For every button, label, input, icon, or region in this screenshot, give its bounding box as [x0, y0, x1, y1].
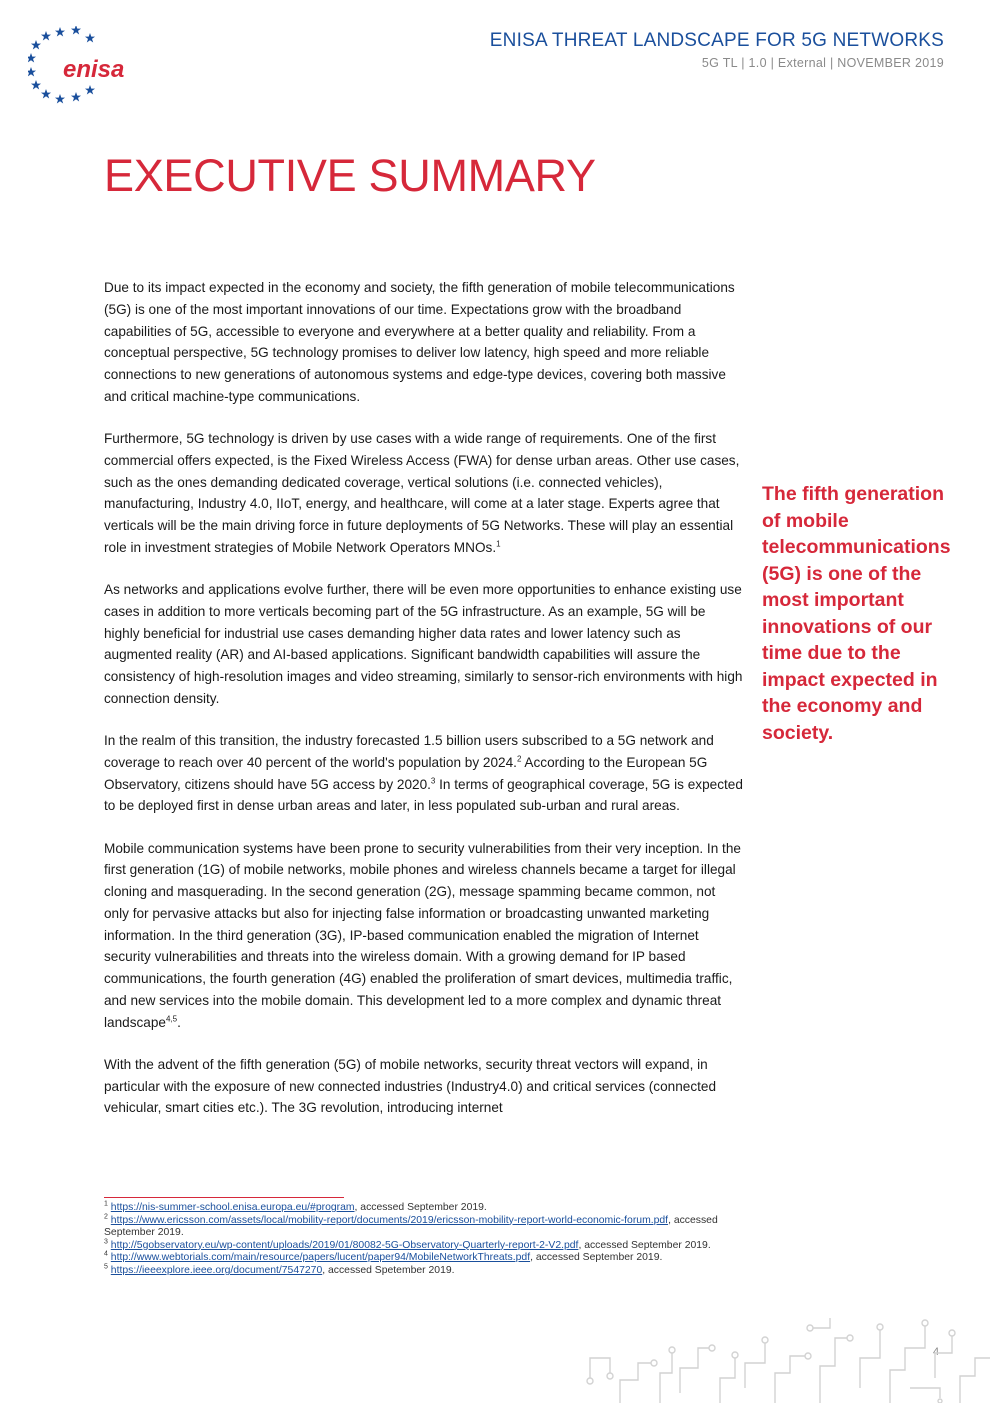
footnote-ref[interactable]: 3 [430, 775, 436, 785]
paragraph-text: Furthermore, 5G technology is driven by use cases with a wide range of requirements. One of the first commercial offers expected, is the Fixed Wireless Access (FWA) for dense urban areas. Other use cases, such as the ones demanding dedicated coverage, vertical solutions (i.e. connected vehicles), manufacturing, Industry 4.0, IIoT, energy, and healthcare, will come at a later stage. Experts agree that verticals will be the main driving force in future deployments of 5G Networks. These will play an essential role in investment strategies of Mobile Network Operators MNOs. [104, 431, 740, 555]
enisa-logo[interactable] [28, 26, 124, 110]
footnote-number: 2 [104, 1213, 108, 1221]
footnote-ref[interactable]: 1 [496, 539, 501, 549]
document-meta: 5G TL | 1.0 | External | NOVEMBER 2019 [701, 56, 944, 70]
footnote-number: 4 [104, 1250, 108, 1258]
paragraph: With the advent of the fifth generation (5G) of mobile networks, security threat vectors will expand, in particular with the exposure of new connected industries (Industry4.0) and critical services (connected vehicular, smart cities etc.). The 3G revolution, introducing internet [104, 1056, 717, 1116]
body-text [104, 277, 744, 1140]
pull-quote: The fifth generation of mobile telecommunications (5G) is one of the most important innovations of our time due to the impact expected in the economy and society. [762, 483, 951, 744]
footnote-number: 1 [104, 1200, 108, 1208]
footnote [104, 1240, 764, 1253]
paragraph-text: In the realm of this transition, the industry forecasted 1.5 billion users subscribed to a 5G network and coverage to reach over 40 percent of the world's population by 2024. [104, 733, 714, 770]
footnote-ref[interactable]: 4,5 [165, 1013, 178, 1023]
footnote-note: , accessed September 2019. [354, 1202, 487, 1213]
circuit-board-icon [580, 1318, 992, 1403]
paragraph-text: Mobile communication systems have been prone to security vulnerabilities from their very inception. In the first generation (1G) of mobile networks, mobile phones and wireless channels became a target for illegal cloning and masquerading. In the second generation (2G), message spamming became common, not only for pervasive attacks but also for injecting false information or broadcasting unwanted marketing information. In the third generation (3G), IP-based communication enabled the migration of Internet security vulnerabilities and threats into the wireless domain. With a growing demand for IP based communications, the fourth generation (4G) enabled the proliferation of smart devices, multimedia traffic, and new services into the mobile domain. This development led to a more complex and dynamic threat landscape [104, 840, 741, 1030]
footnote-number: 3 [104, 1238, 108, 1246]
document-header [490, 30, 944, 70]
footnote-note: , accessed September 2019. [530, 1252, 663, 1264]
paragraph [104, 428, 744, 559]
page-number: 4 [933, 1346, 940, 1358]
footnote-note: , accessed September 2019. [578, 1239, 711, 1251]
footnote-link[interactable]: http://5gobservatory.eu/wp-content/uploads/2019/01/80082-5G-Observatory-Quarterly-report-2-V2.pdf [110, 1239, 579, 1251]
footnote [104, 1202, 764, 1215]
paragraph: As networks and applications evolve further, there will be even more opportunities to enhance existing use cases in addition to more verticals becoming part of the 5G infrastructure. As an example, 5G will be highly beneficial for industrial use cases demanding higher data rates and lower latency such as augmented reality (AR) and AI-based applications. Significant bandwidth capabilities will assure the consistency of high-resolution images and video streaming, similarly to sensor-rich environments with high connection density. [104, 582, 743, 706]
footnote-link[interactable]: https://www.ericsson.com/assets/local/mobility-report/documents/2019/ericsson-mobility-report-world-economic-forum.pdf [110, 1214, 669, 1226]
footnote-link[interactable]: https://ieeexplore.ieee.org/document/7547270 [110, 1264, 323, 1276]
footnote-link[interactable]: https://nis-summer-school.enisa.europa.eu/#program [110, 1202, 355, 1213]
page-title: EXECUTIVE SUMMARY [104, 150, 596, 201]
footnote-note: , accessed Spetember 2019. [322, 1264, 455, 1276]
footnote-number: 5 [104, 1263, 108, 1271]
footnote-note: , accessed September 2019. [104, 1214, 718, 1239]
footnote [104, 1215, 764, 1240]
paragraph [104, 838, 744, 1034]
paragraph [104, 730, 744, 817]
paragraph-text: . [177, 1014, 181, 1030]
logo-text: enisa [63, 56, 124, 83]
footnote [104, 1265, 764, 1278]
paragraph-text: In terms of geographical coverage, 5G is expected to be deployed first in dense urban areas and later, in less populated sub-urban and rural areas. [104, 776, 743, 814]
document-title: ENISA THREAT LANDSCAPE FOR 5G NETWORKS [489, 30, 944, 51]
paragraph: Due to its impact expected in the economy and society, the fifth generation of mobile telecommunications (5G) is one of the most important innovations of our time. Expectations grow with the broadband capabilities of 5G, accessible to everyone and everywhere at a better quality and reliability. From a conceptual perspective, 5G technology promises to deliver low latency, high speed and more reliable connections to new generations of autonomous systems and edge-type devices, covering both massive and critical machine-type communications. [104, 280, 735, 404]
footnote-divider [104, 1197, 344, 1198]
footnote-link[interactable]: http://www.webtorials.com/main/resource/papers/lucent/paper94/MobileNetworkThreats.pdf [110, 1252, 531, 1264]
paragraph-text: According to the European 5G Observatory, citizens should have 5G access by 2020. [104, 754, 708, 792]
footnotes [104, 1202, 764, 1278]
footnote [104, 1252, 764, 1265]
footnote-ref[interactable]: 2 [516, 754, 522, 764]
